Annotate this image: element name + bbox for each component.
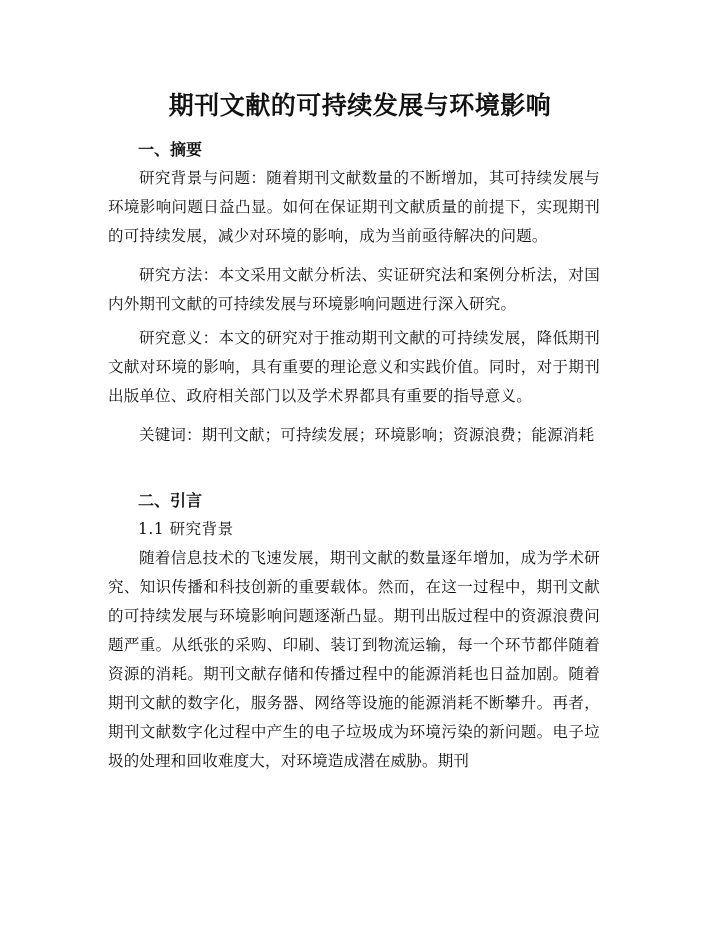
section-heading-introduction: 二、引言	[138, 491, 203, 510]
abstract-background-paragraph: 研究背景与问题：随着期刊文献数量的不断增加，其可持续发展与环境影响问题日益凸显。如何在保证期刊文献质量的前提下，实现期刊的可持续发展，减少对环境的影响，成为当前亟待解决的问题。	[108, 169, 600, 245]
keywords-paragraph: 关键词：期刊文献；可持续发展；环境影响；资源浪费；能源消耗	[139, 426, 595, 444]
subsection-heading-background: 1.1 研究背景	[138, 520, 234, 538]
introduction-background-paragraph: 随着信息技术的飞速发展，期刊文献的数量逐年增加，成为学术研究、知识传播和科技创新的重要载体。然而，在这一过程中，期刊文献的可持续发展与环境影响问题逐渐凸显。期刊出版过程中的资源浪费问题严重。从纸张的采购、印刷、装订到物流运输，每一个环节都伴随着资源的消耗。期刊文献存储和传播过程中的能源消耗也日益加剧。随着期刊文献的数字化，服务器、网络等设施的能源消耗不断攀升。再者，期刊文献数字化过程中产生的电子垃圾成为环境污染的新问题。电子垃圾的处理和回收难度大，对环境造成潜在威胁。期刊	[108, 549, 600, 770]
abstract-method-paragraph: 研究方法：本文采用文献分析法、实证研究法和案例分析法，对国内外期刊文献的可持续发展与环境影响问题进行深入研究。	[108, 266, 600, 313]
abstract-significance-paragraph: 研究意义：本文的研究对于推动期刊文献的可持续发展，降低期刊文献对环境的影响，具有重要的理论意义和实践价值。同时，对于期刊出版单位、政府相关部门以及学术界都具有重要的指导意义。	[108, 329, 600, 405]
document-title: 期刊文献的可持续发展与环境影响	[168, 91, 552, 120]
section-heading-abstract: 一、摘要	[138, 140, 203, 159]
